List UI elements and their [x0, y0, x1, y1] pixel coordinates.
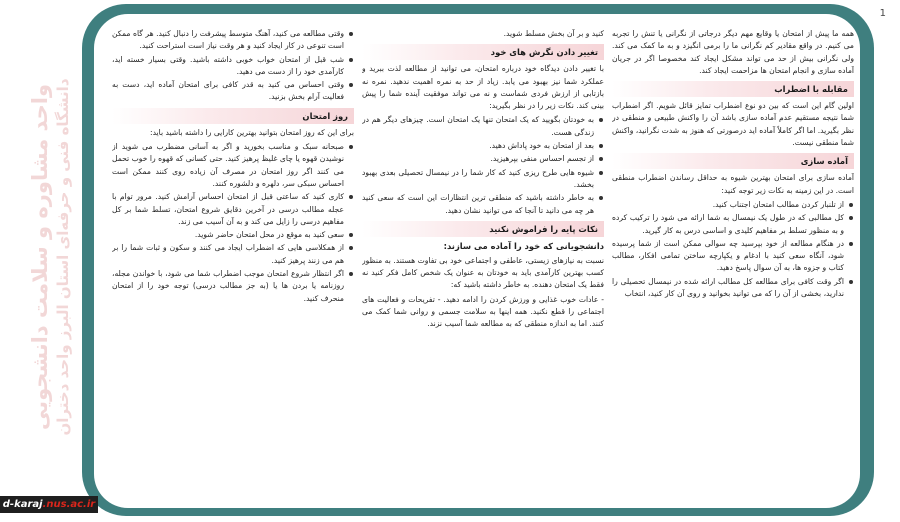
continuation-text: کنید و بر آن بخش مسلط شوید. [503, 29, 604, 38]
list-item: بعد از امتحان به خود پاداش دهید. [362, 140, 594, 152]
list-item: اگر وقت کافی برای مطالعه کل مطالب ارائه شده در نیمسال تحصیلی را ندارید، بخشی از آن را که می توانید بخوانید و روی آن کار کنید، انتخاب [612, 276, 844, 301]
list-item: صبحانه سبک و مناسب بخورید و اگر به آسانی مضطرب می شوید از نوشیدن قهوه یا چای غلیظ پرهیز کنید. حتی کسانی که قهوه را خوب تحمل می کنند اگر روز امتحان در مصرف آن زیاده روی کنند ممکن است احساس سبکی سر، دلهره و دلشوره کنند. [112, 141, 344, 190]
list-item: کل مطالبی که در طول یک نیمسال به شما ارائه می شود را ترکیب کرده و به منظور تسلط بر مفاهیم کلیدی و اساسی درس به کار گیرید. [612, 212, 844, 237]
list-item: کاری کنید که ساعتی قبل از امتحان احساس آرامش کنید. مرور توام با عجله مطالب درسی در آخرین دقایق شروع امتحان، تسلط شما بر کل مفاهیم درسی را زایل می کند و به آن آسیب می زند. [112, 191, 344, 228]
attitudes-paragraph: با تغییر دادن دیدگاه خود درباره امتحان، می توانید از مطالعه لذت ببرید و عملکرد شما نیز بهبود می یابد. زیاد از حد به نمره اهمیت ندهید. نمره نه بازتابی از ارزش فردی شماست و نه می تواند موفقیت آینده شما را پیش بینی کند. نکات زیر را در نظر بگیرید: [362, 64, 604, 111]
list-item: شیوه هایی طرح ریزی کنید که کار شما را در نیمسال تحصیلی بعدی بهبود بخشد. [362, 167, 594, 192]
preparation-paragraph: آماده سازی برای امتحان بهترین شیوه به حداقل رساندن اضطراب منطقی است. در این زمینه به نکات زیر توجه کنید: [612, 173, 854, 195]
list-item: از همکلاسی هایی که اضطراب ایجاد می کنند و سکون و ثبات شما را بر هم می زنند پرهیز کنید. [112, 242, 344, 267]
watermark-prefix: d-karaj [2, 499, 43, 510]
list-item: وقتی مطالعه می کنید، آهنگ متوسط پیشرفت را دنبال کنید. هر گاه ممکن است تنوعی در کار ایجاد کنید و هر وقت نیاز است استراحت کنید. [112, 28, 344, 53]
list-item: وقتی احساس می کنید به قدر کافی برای امتحان آماده اید، دست به فعالیت آرام بخش بزنید. [112, 79, 344, 104]
list-item: شب قبل از امتحان خواب خوبی داشته باشید. وقتی بسیار خسته اید، کارآمدی خود را از دست می دهید. [112, 54, 344, 79]
side-title-line2: دانشگاه فنی و حرفه‌ای استان البرز واحد دختران [54, 78, 72, 436]
page-number: 1 [879, 8, 886, 19]
side-title-line1: واحد مشاوره و سلامت دانشجویی [28, 83, 52, 431]
heading-basics: نکات پایه را فراموش نکنید [362, 221, 604, 237]
exam-day-list [112, 141, 354, 305]
column-2 [362, 28, 604, 496]
heading-preparation: آماده سازی [612, 153, 854, 169]
list-item: از تجسم احساس منفی بپرهیزید. [362, 153, 594, 165]
brochure-columns [110, 28, 854, 496]
list-item: از تلنبار کردن مطالب امتحان اجتناب کنید. [612, 199, 844, 211]
basics-notes: - عادات خوب غذایی و ورزش کردن را ادامه دهید. - تفریحات و فعالیت های اجتماعی را قطع نکنید. همه اینها به سلامت جسمی و روانی شما کمک می کنند. اما به اندازه منطقی که به مطالعه شما آسیب نزند. [362, 294, 604, 329]
heading-exam-day: روز امتحان [112, 108, 354, 124]
list-item: سعی کنید به موقع در محل امتحان حاضر شوید. [112, 229, 344, 241]
exam-day-paragraph: برای این که روز امتحان بتوانید بهترین کارایی را داشته باشید باید: [150, 127, 354, 137]
heading-attitudes: تغییر دادن نگرش های خود [362, 44, 604, 60]
basics-paragraph: نسبت به نیازهای زیستی، عاطفی و اجتماعی خود بی تفاوت هستند. به منظور کسب بهترین کارآمدی باید به خودتان به عنوان یک شخص کامل فکر کنید نه فقط یک امتحان دهنده. به خاطر داشته باشید که: [362, 255, 604, 290]
list-item: به خاطر داشته باشید که منطقی ترین انتظارات این است که سعی کنید هر چه می دانید تا آنجا که می توانید نشان دهید. [362, 192, 594, 217]
list-item: به خودتان بگویید که یک امتحان تنها یک امتحان است. چیزهای دیگر هم در زندگی هست. [362, 114, 594, 139]
site-watermark [0, 496, 98, 513]
study-tips-list [112, 28, 354, 104]
heading-coping: مقابله با اضطراب [612, 81, 854, 97]
side-title [0, 0, 82, 498]
preparation-list [612, 199, 854, 300]
coping-paragraph: اولین گام این است که بین دو نوع اضطراب تمایز قائل شویم. اگر اضطراب شما نتیجه مستقیم عدم آماده سازی باشد آن را واکنش طبیعی و منطقی در نظر بگیرید. اما اگر کاملاً آماده اید درصورتی که هنوز به شدت نگرانید، واکنش شما منطقی نیست. [612, 101, 854, 148]
column-3 [112, 28, 354, 496]
column-1 [612, 28, 854, 496]
intro-paragraph: همه ما پیش از امتحان یا وقایع مهم دیگر درجاتی از نگرانی یا تنش را تجربه می کنیم. در واقع مقادیر کم نگرانی ما را برمی انگیزد و به ما کمک می کند. ولی نگرانی بیش از حد می تواند مشکل ایجاد کند مخصوصا اگر در جریان آماده سازی و انجام امتحان ها مزاحمت ایجاد کند. [612, 29, 854, 75]
list-item: اگر انتظار شروع امتحان موجب اضطراب شما می شود، با خواندن مجله، روزنامه یا بردن ها یا (به جز مطالب درسی) توجه خود را از امتحان منحرف کنید. [112, 268, 344, 305]
watermark-suffix: .nus.ac.ir [42, 499, 96, 510]
basics-lead: دانشجویانی که خود را آماده می سازند: [443, 240, 604, 251]
attitudes-list [362, 114, 604, 216]
list-item: در هنگام مطالعه از خود بپرسید چه سوالی ممکن است از شما پرسیده شود، آنگاه سعی کنید با ادغام و یکپارچه ساختن تمامی افکار، مطالب کتاب و جزوه ها، به آن سوال پاسخ دهید. [612, 238, 844, 275]
